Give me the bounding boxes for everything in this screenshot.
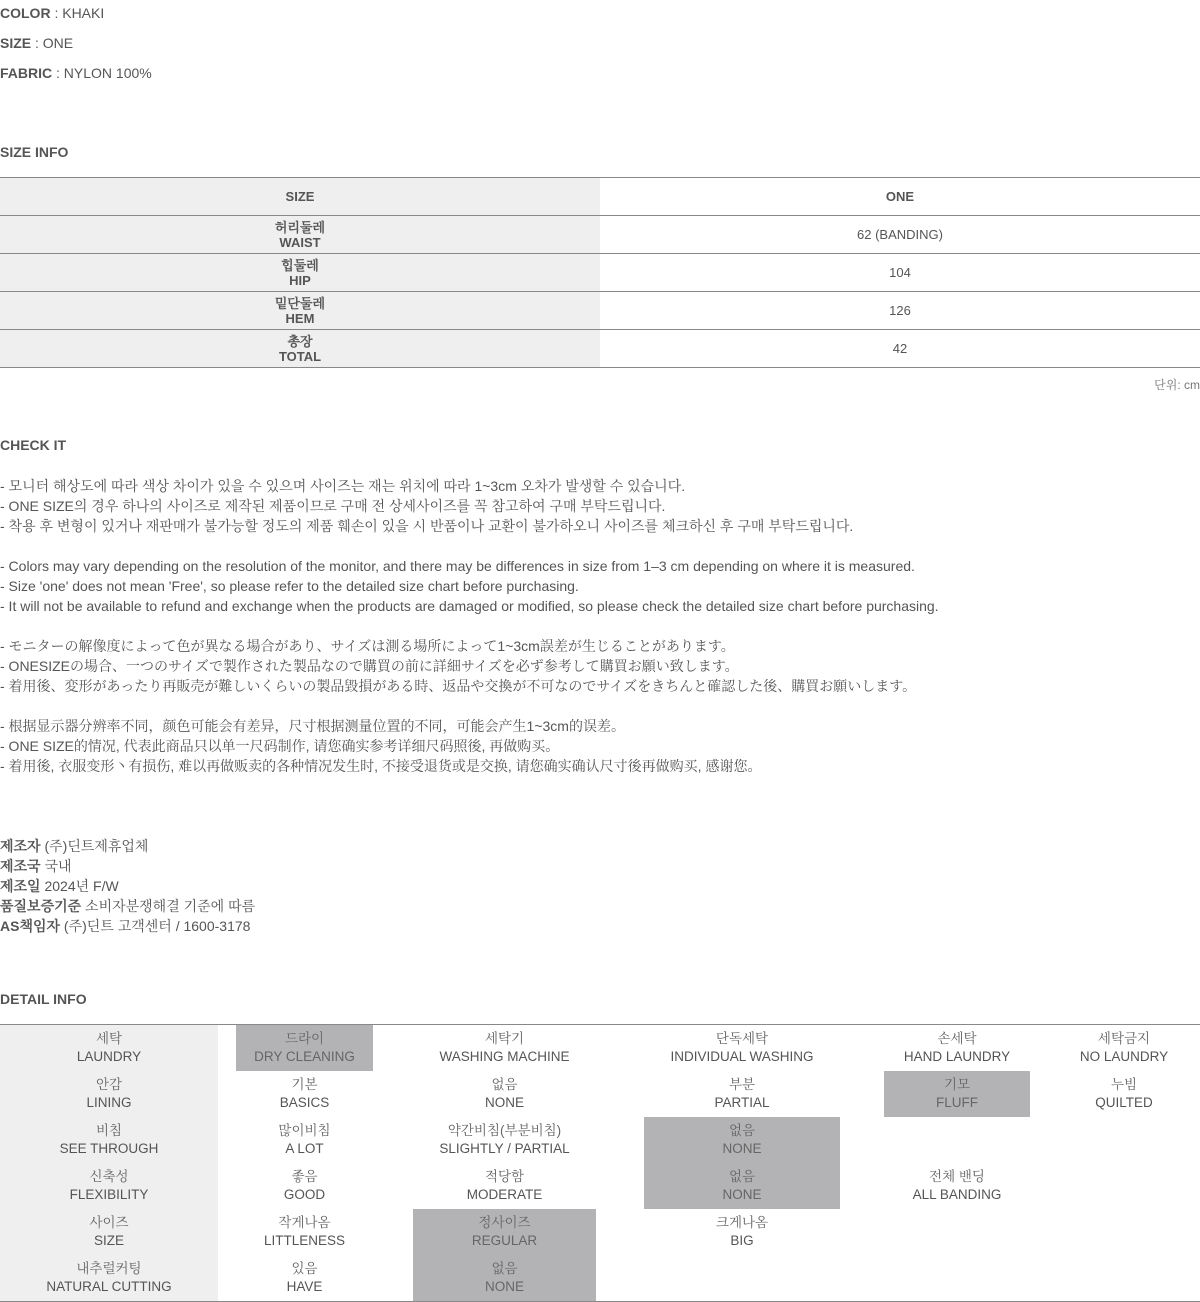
- maker-line: [0, 836, 255, 856]
- detail-option: 전체 밴딩 ALL BANDING: [912, 1169, 1002, 1202]
- note-line: - Colors may vary depending on the resolution of the monitor, and there may be differences in size from 1–3 cm depending on where it is measured.: [0, 558, 915, 574]
- note-line: - モニターの解像度によって色が異なる場合があり、サイズは測る場所によって1~3cm誤差が生じることがあります。: [0, 638, 735, 654]
- note-line: - It will not be available to refund and exchange when the products are damaged or modified, so please check the detailed size chart before purchasing.: [0, 598, 939, 614]
- size-row-value: 104: [889, 265, 911, 280]
- detail-option: 작게나옴 LITTLENESS: [263, 1215, 346, 1248]
- note-line: - 着用後, 衣服变形丶有损伤, 难以再做贩卖的各种情况发生时, 不接受退货或是交换, 请您确实确认尺寸後再做购买, 感谢您。: [0, 758, 762, 774]
- note-line: - ONE SIZE的情况, 代表此商品只以单一尺码制作, 请您确实参考详细尺码照後, 再做购买。: [0, 738, 560, 754]
- detail-option: 약간비침(부분비침) SLIGHTLY / PARTIAL: [439, 1123, 570, 1156]
- size-table-header: [0, 178, 1200, 216]
- maker-value: (주)딘트 고객센터 / 1600-3178: [60, 918, 251, 934]
- size-row-label: [0, 254, 600, 291]
- maker-line: [0, 916, 255, 936]
- detail-option-selected: 드라이 DRY CLEANING: [236, 1025, 373, 1071]
- detail-option: 많이비침 A LOT: [278, 1123, 331, 1156]
- label-en: TOTAL: [278, 348, 322, 364]
- detail-option: 부분 PARTIAL: [714, 1077, 770, 1110]
- check-it-title: CHECK IT: [0, 437, 67, 453]
- size-header-value: ONE: [885, 189, 915, 204]
- table-row: [0, 292, 1200, 330]
- spec-label: COLOR: [0, 5, 51, 21]
- label-ko: 총장: [287, 333, 313, 349]
- spec-label: SIZE: [0, 35, 32, 51]
- detail-option: 손세탁 HAND LAUNDRY: [903, 1031, 1011, 1064]
- label-en: HEM: [285, 310, 315, 326]
- size-header-label: SIZE: [0, 178, 600, 215]
- detail-option-selected: 없음 NONE: [644, 1117, 840, 1163]
- detail-row-label: 비침 SEE THROUGH: [59, 1123, 159, 1156]
- spec-fabric: [0, 65, 152, 81]
- note-line: - 착용 후 변형이 있거나 재판매가 불가능할 정도의 제품 훼손이 있을 시 반품이나 교환이 불가하오니 사이즈를 체크하신 후 구매 부탁드립니다.: [0, 518, 854, 534]
- note-line: - 모니터 해상도에 따라 색상 차이가 있을 수 있으며 사이즈는 재는 위치에 따라 1~3cm 오차가 발생할 수 있습니다.: [0, 478, 686, 494]
- label-ko: 힙둘레: [281, 257, 319, 273]
- spec-value: : ONE: [31, 35, 74, 51]
- maker-label: 제조국: [0, 858, 41, 874]
- label-ko: 허리둘레: [274, 219, 326, 235]
- note-line: - Size 'one' does not mean 'Free', so please refer to the detailed size chart before purchasing.: [0, 578, 579, 594]
- size-row-label: [0, 216, 600, 253]
- detail-option-selected: 기모 FLUFF: [884, 1071, 1030, 1117]
- maker-label: 품질보증기준: [0, 898, 82, 914]
- size-row-value: 42: [892, 341, 908, 356]
- spec-size: [0, 35, 73, 51]
- detail-grid: [0, 1024, 1200, 1302]
- detail-row-label: 안감 LINING: [86, 1077, 132, 1110]
- detail-info-title: DETAIL INFO: [0, 991, 87, 1007]
- maker-value: 2024년 F/W: [40, 878, 119, 894]
- detail-option: 누빔 QUILTED: [1095, 1077, 1153, 1110]
- maker-line: [0, 856, 255, 876]
- maker-value: (주)딘트제휴업체: [40, 838, 149, 854]
- detail-row-label: 신축성 FLEXIBILITY: [69, 1169, 149, 1202]
- maker-label: 제조일: [0, 878, 41, 894]
- note-line: - 着用後、変形があったり再販売が難しいくらいの製品毀損がある時、返品や交換が不可なのでサイズをきちんと確認した後、購買お願いします。: [0, 678, 917, 694]
- detail-option: 기본 BASICS: [279, 1077, 330, 1110]
- detail-option: 세탁기 WASHING MACHINE: [439, 1031, 570, 1064]
- spec-label: FABRIC: [0, 65, 53, 81]
- label-en: WAIST: [279, 234, 321, 250]
- maker-value: 국내: [40, 858, 72, 874]
- spec-value: : KHAKI: [50, 5, 105, 21]
- label-en: HIP: [289, 272, 311, 288]
- maker-line: [0, 896, 255, 916]
- detail-option: 크게나옴 BIG: [715, 1215, 769, 1248]
- detail-option: 세탁금지 NO LAUNDRY: [1079, 1031, 1169, 1064]
- size-row-label: [0, 330, 600, 367]
- detail-option: 단독세탁 INDIVIDUAL WASHING: [670, 1031, 814, 1064]
- note-line: - ONESIZEの場合、一つのサイズで製作された製品なので購買の前に詳細サイズを必ず参考して購買お願い致します。: [0, 658, 739, 674]
- check-it-notes: [0, 476, 939, 776]
- table-row: [0, 330, 1200, 368]
- detail-option: 적당함 MODERATE: [466, 1169, 543, 1202]
- size-info-title: SIZE INFO: [0, 144, 69, 160]
- note-line: - ONE SIZE의 경우 하나의 사이즈로 제작된 제품이므로 구매 전 상세사이즈를 꼭 참고하여 구매 부탁드립니다.: [0, 498, 666, 514]
- spec-value: : NYLON 100%: [52, 65, 152, 81]
- size-row-label: [0, 292, 600, 329]
- maker-value: 소비자분쟁해결 기준에 따름: [81, 898, 256, 914]
- detail-option: 좋음 GOOD: [283, 1169, 326, 1202]
- detail-option-selected: 없음 NONE: [413, 1255, 596, 1301]
- table-row: [0, 254, 1200, 292]
- unit-note: 단위: cm: [1154, 378, 1200, 392]
- detail-option-selected: 정사이즈 REGULAR: [413, 1209, 596, 1255]
- label-ko: 밑단둘레: [274, 295, 326, 311]
- maker-line: [0, 876, 255, 896]
- detail-option: 있음 HAVE: [286, 1261, 323, 1294]
- maker-info: [0, 836, 255, 936]
- detail-option: 없음 NONE: [484, 1077, 524, 1110]
- maker-label: 제조자: [0, 838, 41, 854]
- detail-row-label: 내추럴커팅 NATURAL CUTTING: [46, 1261, 172, 1294]
- spec-color: [0, 5, 104, 21]
- size-table: [0, 177, 1200, 368]
- maker-label: AS책임자: [0, 918, 61, 934]
- note-line: - 根据显示器分辨率不同，颜色可能会有差异，尺寸根据测量位置的不同，可能会产生1~3cm的误差。: [0, 718, 625, 734]
- table-row: [0, 216, 1200, 254]
- size-row-value: 62 (BANDING): [857, 227, 943, 242]
- detail-row-label: 세탁 LAUNDRY: [76, 1031, 142, 1064]
- detail-option-selected: 없음 NONE: [644, 1163, 840, 1209]
- detail-row-label: 사이즈 SIZE: [89, 1215, 129, 1248]
- size-row-value: 126: [889, 303, 911, 318]
